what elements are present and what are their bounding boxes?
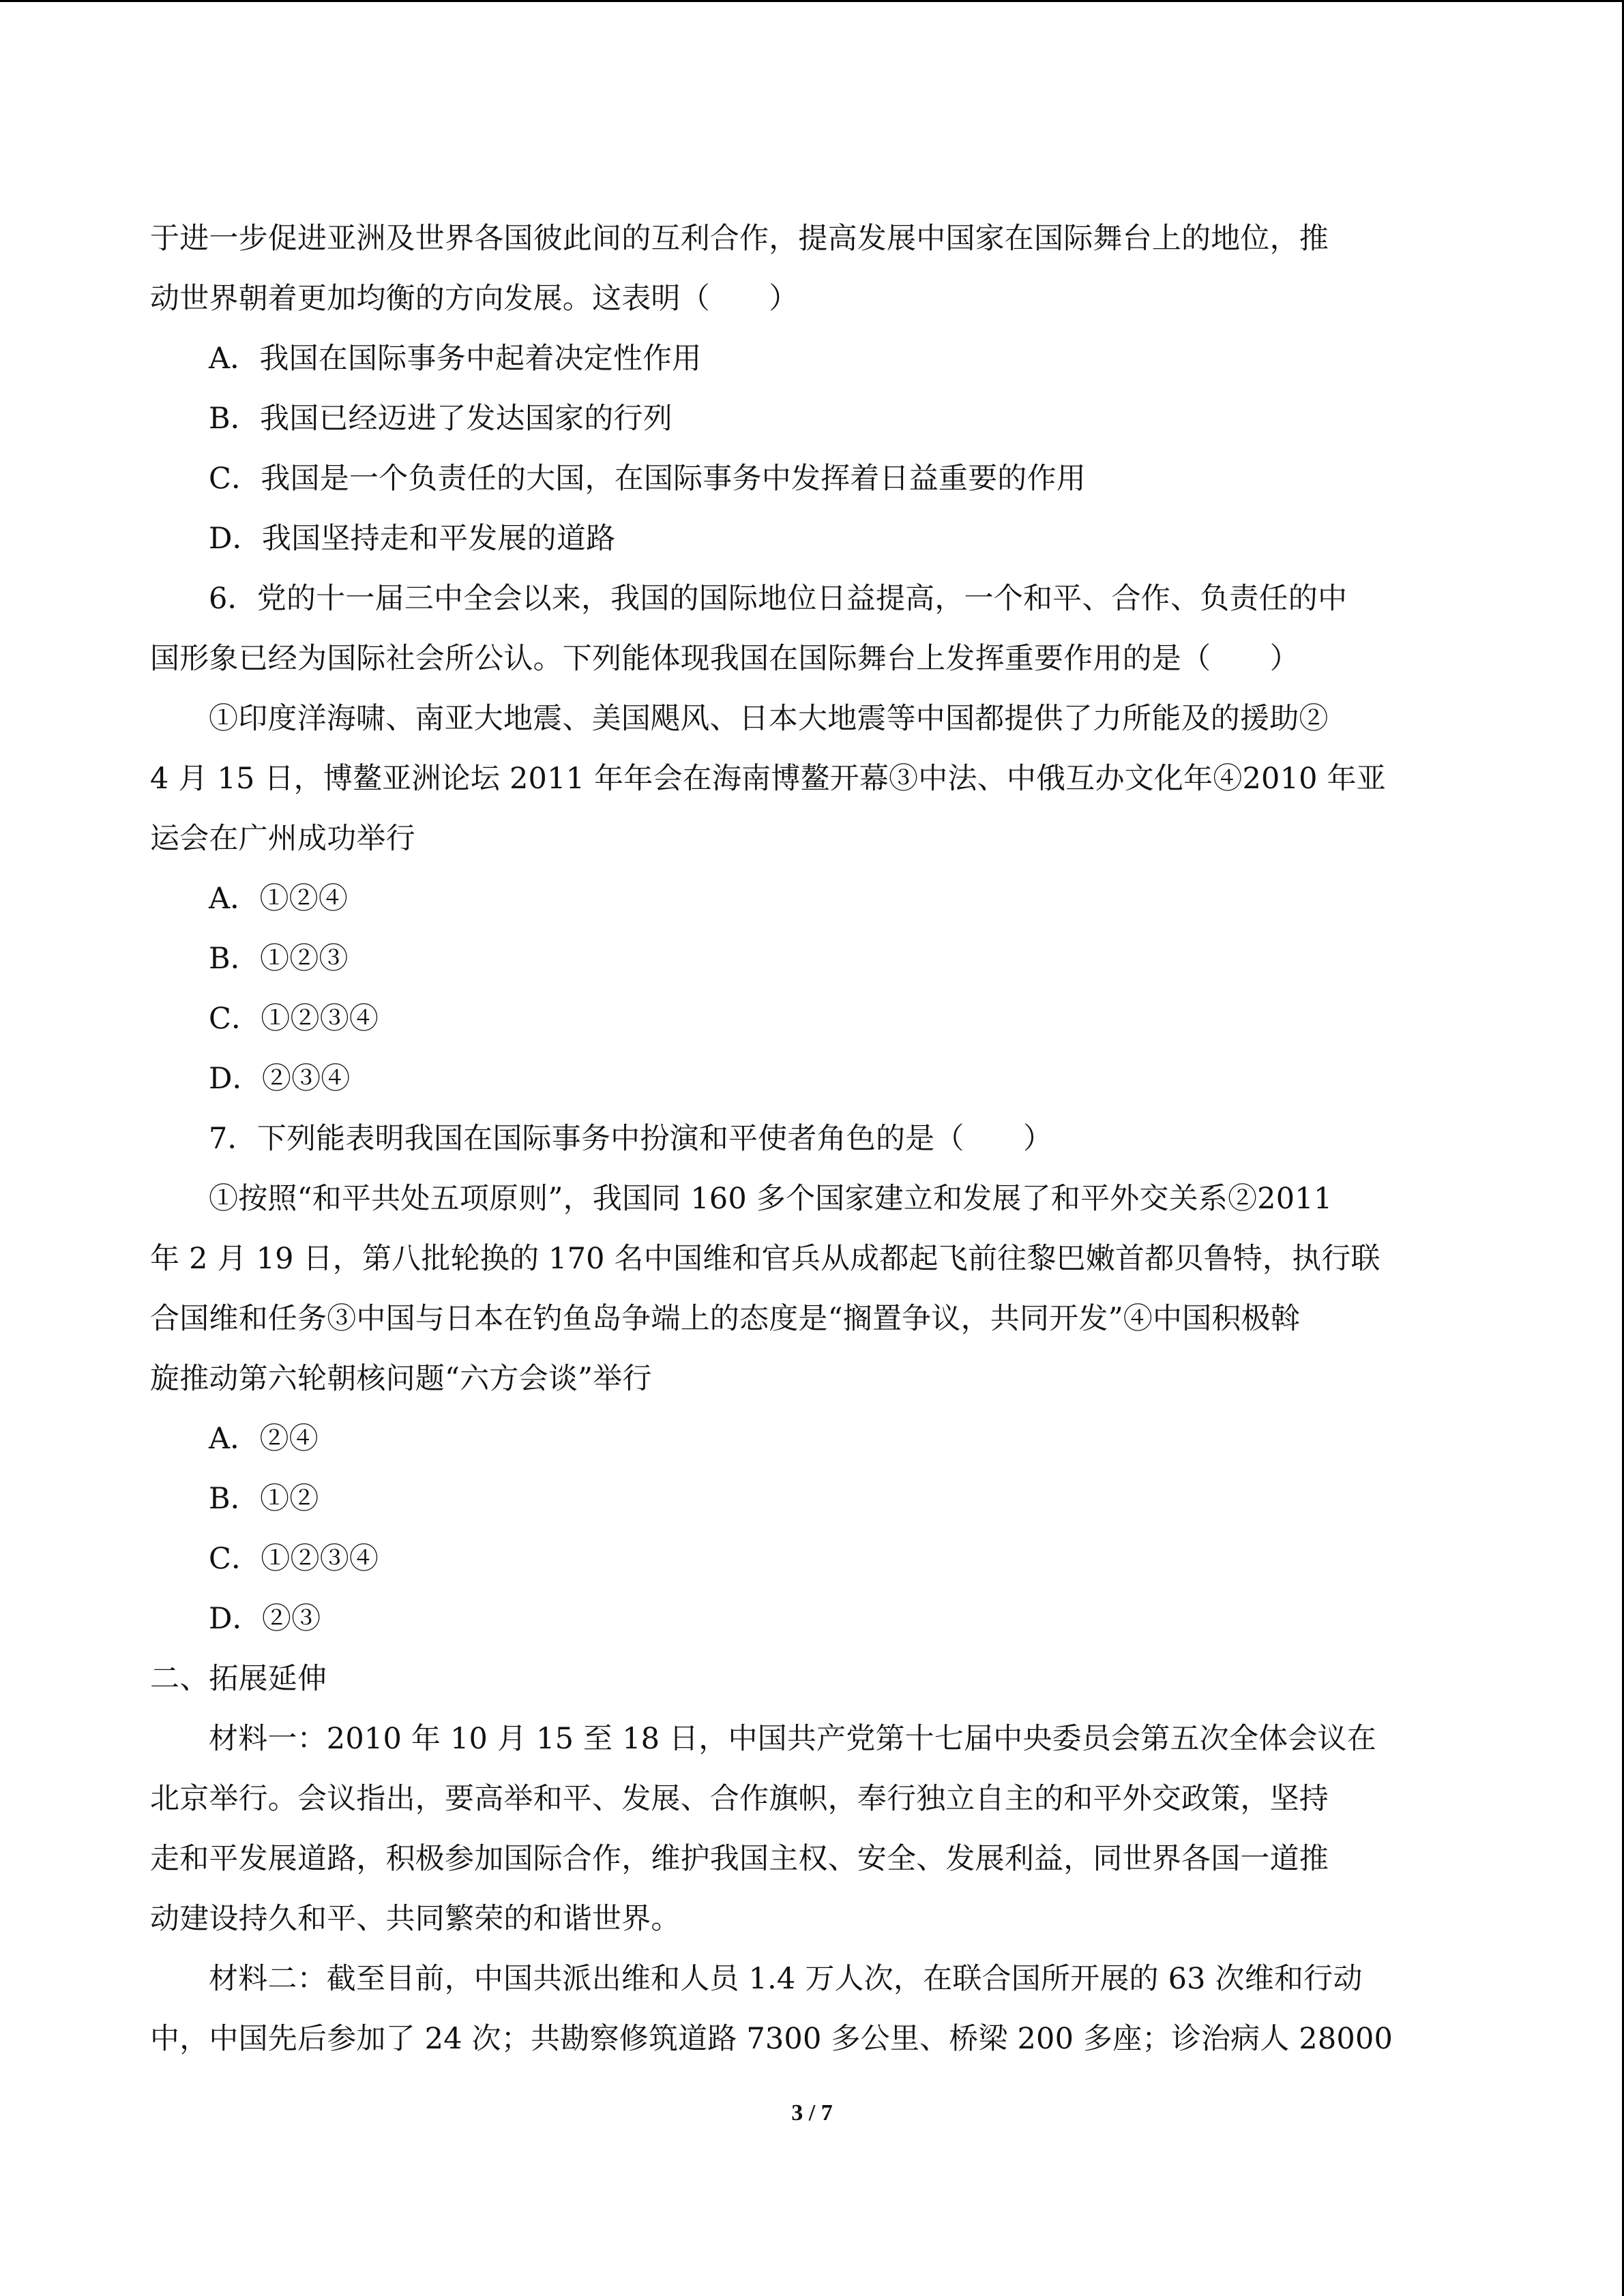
question-7: 7．下列能表明我国在国际事务中扮演和平使者角色的是（ ）	[209, 1122, 1053, 1156]
option-line: D．②③	[209, 1602, 321, 1636]
text-line: 中，中国先后参加了 24 次；共勘察修筑道路 7300 多公里、桥梁 200 多座；诊治病人 28000	[150, 2022, 1393, 2056]
document-body	[150, 209, 1470, 2069]
page-border-top	[0, 0, 1624, 2]
option-line: C．我国是一个负责任的大国，在国际事务中发挥着日益重要的作用	[209, 462, 1086, 496]
page-number: 3 / 7	[791, 2100, 833, 2126]
text-line: 走和平发展道路，积极参加国际合作，维护我国主权、安全、发展利益，同世界各国一道推	[150, 1842, 1329, 1876]
section-heading: 二、拓展延伸	[150, 1662, 327, 1696]
text-line: 北京举行。会议指出，要高举和平、发展、合作旗帜，奉行独立自主的和平外交政策，坚持	[150, 1782, 1329, 1816]
option-line: D．我国坚持走和平发展的道路	[209, 522, 616, 556]
option-line: B．我国已经迈进了发达国家的行列	[209, 402, 673, 436]
option-line: B．①②③	[209, 942, 349, 976]
text-line: 运会在广州成功举行	[150, 822, 415, 856]
text-line: ①按照“和平共处五项原则”，我国同 160 多个国家建立和发展了和平外交关系②2011	[209, 1182, 1333, 1216]
option-line: A．②④	[209, 1422, 319, 1456]
text-line: 旋推动第六轮朝核问题“六方会谈”举行	[150, 1362, 652, 1396]
material-2: 材料二：截至目前，中国共派出维和人员 1.4 万人次，在联合国所开展的 63 次维和行动	[209, 1962, 1363, 1996]
question-6: 6．党的十一届三中全会以来，我国的国际地位日益提高，一个和平、合作、负责任的中	[209, 582, 1348, 616]
text-line: 合国维和任务③中国与日本在钓鱼岛争端上的态度是“搁置争议，共同开发”④中国积极斡	[150, 1302, 1300, 1336]
text-line: 4 月 15 日，博鳌亚洲论坛 2011 年年会在海南博鳌开幕③中法、中俄互办文化年④2010 年亚	[150, 762, 1386, 796]
text-line: 动世界朝着更加均衡的方向发展。这表明（ ）	[150, 282, 799, 316]
option-line: A．我国在国际事务中起着决定性作用	[209, 342, 702, 376]
text-line: 年 2 月 19 日，第八批轮换的 170 名中国维和官兵从成都起飞前往黎巴嫩首都贝鲁特，执行联	[150, 1242, 1381, 1276]
text-line: 于进一步促进亚洲及世界各国彼此间的互利合作，提高发展中国家在国际舞台上的地位，推	[150, 222, 1329, 256]
text-line: ①印度洋海啸、南亚大地震、美国飓风、日本大地震等中国都提供了力所能及的援助②	[209, 702, 1329, 736]
option-line: B．①②	[209, 1482, 319, 1516]
option-line: A．①②④	[209, 882, 349, 916]
option-line: D．②③④	[209, 1062, 351, 1096]
text-line: 国形象已经为国际社会所公认。下列能体现我国在国际舞台上发挥重要作用的是（ ）	[150, 642, 1299, 676]
material-1: 材料一：2010 年 10 月 15 至 18 日，中国共产党第十七届中央委员会第五次全体会议在	[209, 1722, 1376, 1756]
option-line: C．①②③④	[209, 1542, 379, 1576]
option-line: C．①②③④	[209, 1002, 379, 1036]
text-line: 动建设持久和平、共同繁荣的和谐世界。	[150, 1902, 681, 1936]
